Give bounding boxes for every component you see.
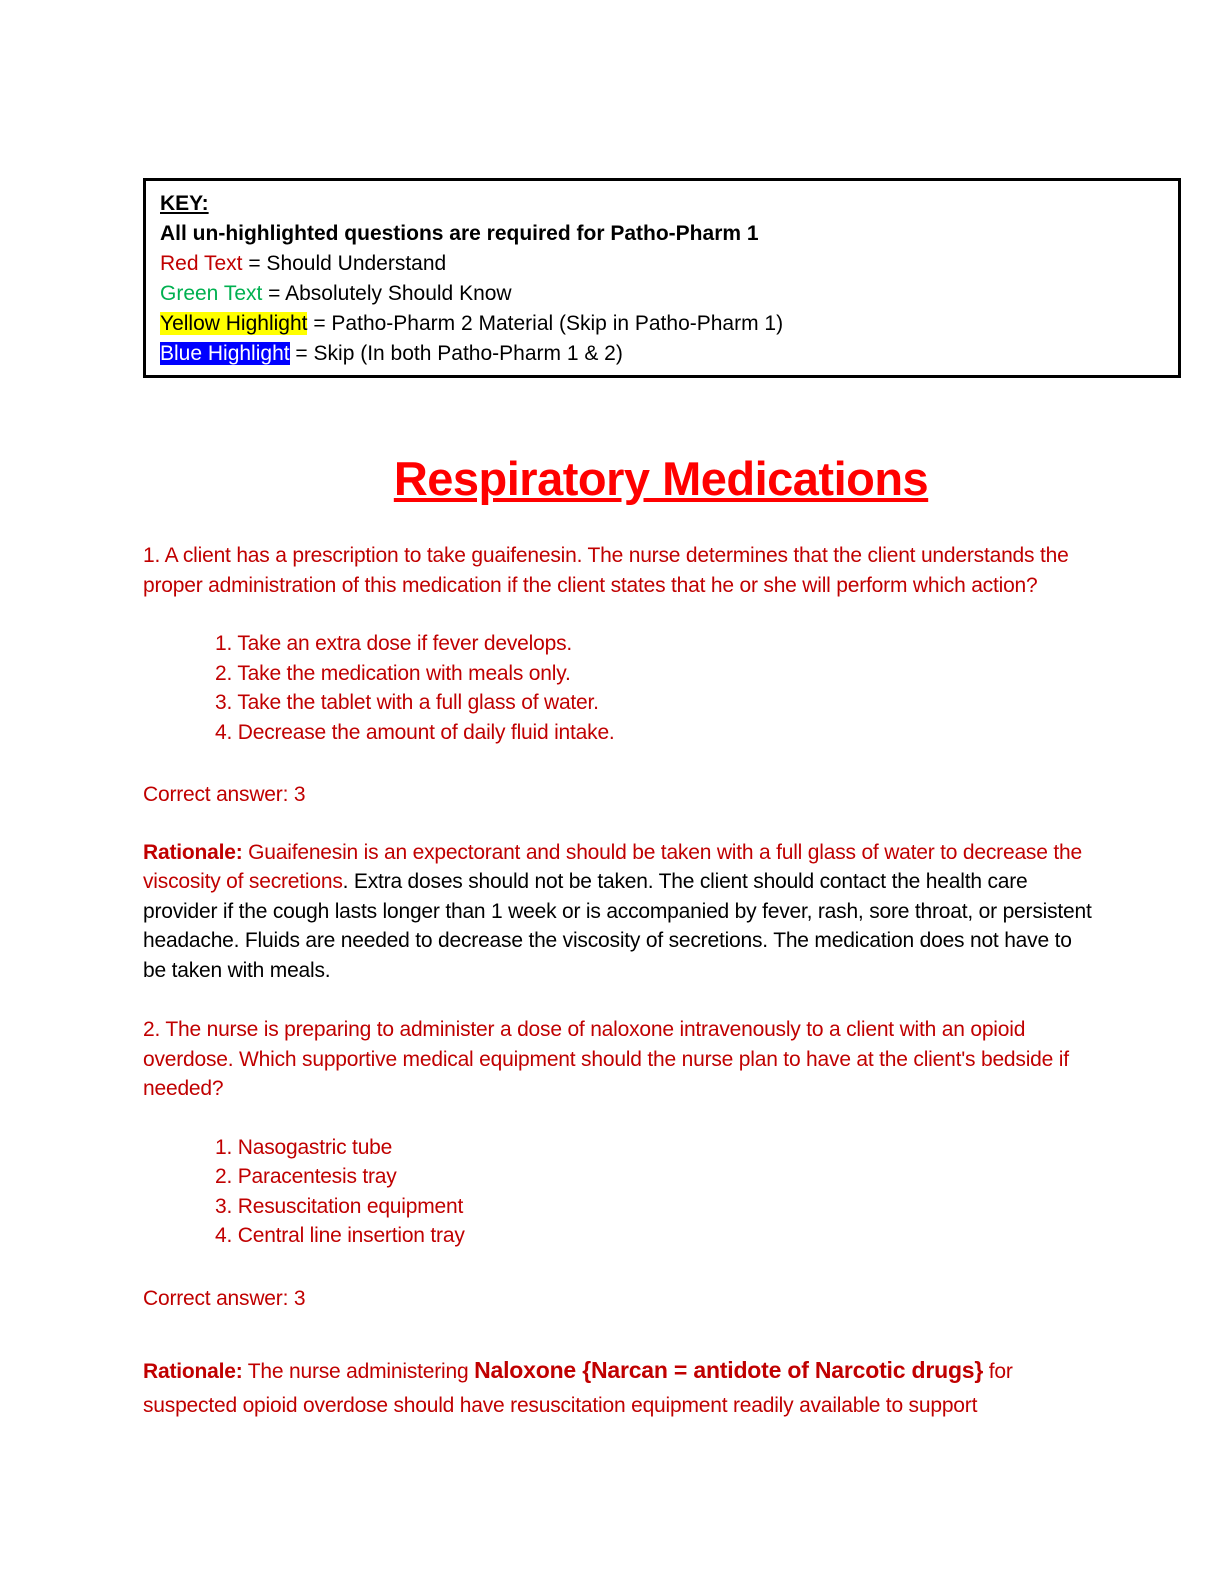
question-2: 2. The nurse is preparing to administer a dose of naloxone intravenously to a client with an opioid overdose. Which supportive medical equipment should the nurse plan to have at the client's bedside if needed? [143, 1018, 1069, 1101]
q1-option-4: 4. Decrease the amount of daily fluid intake. [215, 720, 615, 744]
key-blue-term: Blue Highlight [160, 342, 290, 365]
q2-rationale [143, 1353, 1093, 1423]
key-red-line [160, 249, 1164, 279]
q2-option-1: 1. Nasogastric tube [215, 1135, 393, 1159]
question-1-options [215, 629, 1179, 747]
q2-option-4: 4. Central line insertion tray [215, 1224, 465, 1248]
q1-rationale-red-text: Guaifenesin is an expectorant and should be taken with a full glass of water to decrease the viscosity of secretions [143, 840, 1082, 894]
q2-rationale-bold-text: Naloxone {Narcan = antidote of Narcotic drugs} [474, 1357, 984, 1384]
q2-option-2: 2. Paracentesis tray [215, 1165, 397, 1189]
page-title: Respiratory Medications [393, 452, 929, 505]
q1-rationale [143, 838, 1093, 986]
q2-rationale-pre-text: The nurse administering [242, 1360, 475, 1384]
key-yellow-term: Yellow Highlight [160, 312, 308, 335]
key-yellow-line [160, 309, 1164, 339]
key-blue-rest: = Skip (In both Patho-Pharm 1 & 2) [289, 342, 623, 365]
question-1: 1. A client has a prescription to take guaifenesin. The nurse determines that the client understands the proper administration of this medication if the client states that he or she will perform which action? [143, 544, 1069, 597]
q1-correct-answer: Correct answer: 3 [143, 783, 306, 807]
key-yellow-rest: = Patho-Pharm 2 Material (Skip in Patho-Pharm 1) [307, 312, 784, 335]
key-title: KEY: [160, 192, 209, 215]
q2-rationale-post-text: for suspected opioid overdose should have resuscitation equipment readily available to support [143, 1360, 1013, 1418]
question-2-options [215, 1133, 1179, 1251]
key-legend-box [143, 178, 1181, 378]
q1-option-3: 3. Take the tablet with a full glass of water. [215, 691, 599, 715]
q1-option-1: 1. Take an extra dose if fever develops. [215, 632, 572, 656]
q1-option-2: 2. Take the medication with meals only. [215, 661, 571, 685]
q1-rationale-black-text: . Extra doses should not be taken. The client should contact the health care provider if the cough lasts longer than 1 week or is accompanied by fever, rash, sore throat, or persistent headache. Fluids are needed to decrease the viscosity of secretions. The medication does not have to be taken with meals. [143, 870, 1092, 982]
key-green-rest: = Absolutely Should Know [262, 282, 512, 305]
q1-rationale-label: Rationale: [143, 840, 243, 864]
key-required-line: All un-highlighted questions are required for Patho-Pharm 1 [160, 222, 759, 245]
key-green-term: Green Text [160, 282, 263, 305]
q2-correct-answer: Correct answer: 3 [143, 1286, 306, 1310]
key-red-rest: = Should Understand [242, 252, 447, 275]
q2-option-3: 3. Resuscitation equipment [215, 1194, 464, 1218]
key-blue-line [160, 339, 1164, 369]
key-red-term: Red Text [160, 252, 243, 275]
key-green-line [160, 279, 1164, 309]
q2-rationale-label: Rationale: [143, 1360, 243, 1384]
